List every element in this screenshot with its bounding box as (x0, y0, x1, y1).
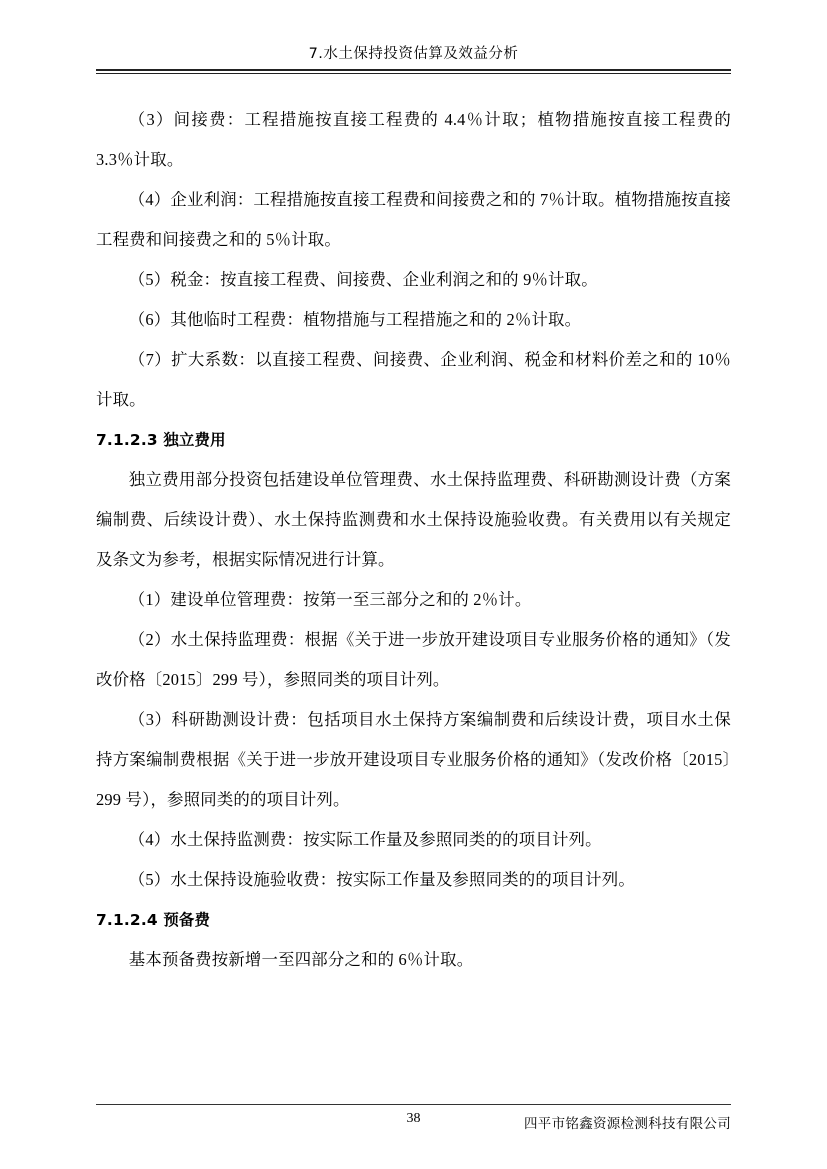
page-number: 38 (406, 1111, 421, 1126)
footer-company-name: 四平市铭鑫资源检测科技有限公司 (524, 1116, 731, 1132)
paragraph: 基本预备费按新增一至四部分之和的 6％计取。 (128, 950, 474, 969)
paragraph: （3）间接费：工程措施按直接工程费的 4.4％计取；植物措施按直接工程费的 3.3％计取。 (96, 110, 731, 169)
header-divider (96, 69, 731, 74)
section-heading-independent-costs: 7.1.2.3 独立费用 (96, 431, 226, 449)
document-body (96, 100, 731, 980)
header-title: 7.水土保持投资估算及效益分析 (308, 46, 519, 62)
page-header (96, 42, 731, 69)
paragraph: （7）扩大系数：以直接工程费、间接费、企业利润、税金和材料价差之和的 10％计取。 (96, 350, 731, 409)
footer-row (96, 1111, 731, 1133)
page-content-area (96, 42, 731, 1129)
footer-divider (96, 1104, 731, 1105)
paragraph: （1）建设单位管理费：按第一至三部分之和的 2％计。 (128, 590, 532, 609)
paragraph: 独立费用部分投资包括建设单位管理费、水土保持监理费、科研勘测设计费（方案编制费、后续设计费）、水土保持监测费和水土保持设施验收费。有关费用以有关规定及条文为参考，根据实际情况进行计算。 (96, 470, 731, 569)
paragraph: （4）企业利润：工程措施按直接工程费和间接费之和的 7％计取。植物措施按直接工程费和间接费之和的 5％计取。 (96, 190, 731, 249)
section-heading-reserve-funds: 7.1.2.4 预备费 (96, 911, 211, 929)
paragraph: （6）其他临时工程费：植物措施与工程措施之和的 2％计取。 (128, 310, 582, 329)
paragraph: （4）水土保持监测费：按实际工作量及参照同类的的项目计列。 (128, 830, 602, 849)
paragraph: （2）水土保持监理费：根据《关于进一步放开建设项目专业服务价格的通知》（发改价格〔2015〕299 号），参照同类的项目计列。 (96, 630, 731, 689)
paragraph: （5）水土保持设施验收费：按实际工作量及参照同类的的项目计列。 (128, 870, 635, 889)
page-footer (96, 1104, 731, 1133)
paragraph: （5）税金：按直接工程费、间接费、企业利润之和的 9％计取。 (128, 270, 598, 289)
paragraph: （3）科研勘测设计费：包括项目水土保持方案编制费和后续设计费，项目水土保持方案编制费根据《关于进一步放开建设项目专业服务价格的通知》（发改价格〔2015〕299 号），参照同类的的项目计列。 (96, 710, 731, 809)
